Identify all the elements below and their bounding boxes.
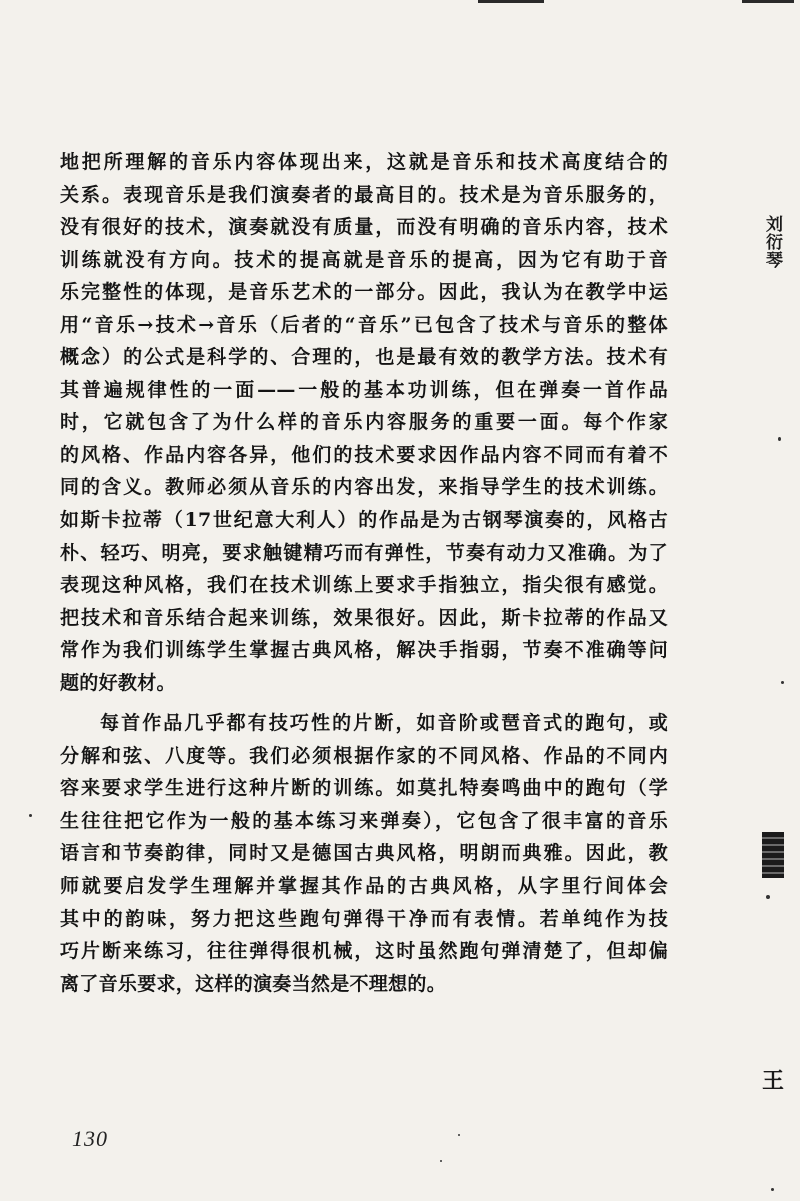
scan-speck xyxy=(29,814,32,817)
text-line: 关系。表现音乐是我们演奏者的最高目的。技术是为音乐服务的， xyxy=(60,183,668,206)
page-number: 130 xyxy=(72,1126,108,1151)
text-line: 题的好教材。 xyxy=(60,671,176,694)
text-line: 容来要求学生进行这种片断的训练。如莫扎特奏鸣曲中的跑句（学 xyxy=(60,777,668,800)
text-line: 乐完整性的体现，是音乐艺术的一部分。因此，我认为在教学中运 xyxy=(60,281,668,304)
paragraph xyxy=(60,146,668,699)
text-line: 概念）的公式是科学的、合理的，也是最有效的教学方法。技术有 xyxy=(60,346,668,369)
paragraph xyxy=(60,707,668,1000)
text-line: 训练就没有方向。技术的提高就是音乐的提高，因为它有助于音 xyxy=(60,248,668,271)
text-line: 师就要启发学生理解并掌握其作品的古典风格，从字里行间体会 xyxy=(60,875,668,898)
paragraph-gap xyxy=(60,699,668,707)
text-line: 其普遍规律性的一面——一般的基本功训练，但在弹奏一首作品 xyxy=(60,378,668,401)
text-line: 的风格、作品内容各异，他们的技术要求因作品内容不同而有着不 xyxy=(60,443,668,466)
scan-speck xyxy=(458,1134,460,1136)
text-line: 没有很好的技术，演奏就没有质量，而没有明确的音乐内容，技术 xyxy=(60,216,668,239)
scan-speck xyxy=(781,681,784,684)
text-line: 表现这种风格，我们在技术训练上要求手指独立，指尖很有感觉。 xyxy=(60,574,668,597)
scan-speck xyxy=(440,1160,442,1162)
text-line: 生往往把它作为一般的基本练习来弹奏），它包含了很丰富的音乐 xyxy=(60,809,668,832)
text-line: 用“音乐→技术→音乐（后者的“音乐”已包含了技术与音乐的整体 xyxy=(60,313,668,336)
scan-speck xyxy=(771,1188,774,1191)
text-line: 离了音乐要求，这样的演奏当然是不理想的。 xyxy=(60,972,447,995)
body-text xyxy=(60,146,668,1000)
text-line: 朴、轻巧、明亮，要求触键精巧而有弹性，节奏有动力又准确。为了 xyxy=(60,541,668,564)
margin-note-text: 刘衍琴 xyxy=(762,215,782,269)
text-line: 分解和弦、八度等。我们必须根据作家的不同风格、作品的不同内 xyxy=(60,744,668,767)
text-line: 语言和节奏韵律，同时又是德国古典风格，明朗而典雅。因此，教 xyxy=(60,842,668,865)
text-line: 常作为我们训练学生掌握古典风格，解决手指弱，节奏不准确等问 xyxy=(60,639,668,662)
scan-edge-mark xyxy=(478,0,544,3)
text-line: 每首作品几乎都有技巧性的片断，如音阶或琶音式的跑句，或 xyxy=(100,712,668,735)
text-line: 地把所理解的音乐内容体现出来，这就是音乐和技术高度结合的 xyxy=(60,151,668,173)
scan-speck xyxy=(778,437,781,441)
text-line: 如斯卡拉蒂（17世纪意大利人）的作品是为古钢琴演奏的，风格古 xyxy=(60,509,668,532)
margin-note xyxy=(762,215,786,269)
text-line: 同的含义。教师必须从音乐的内容出发，来指导学生的技术训练。 xyxy=(60,476,668,499)
margin-mark xyxy=(762,832,784,878)
scan-speck xyxy=(766,895,770,899)
text-line: 巧片断来练习，往往弹得很机械，这时虽然跑句弹清楚了，但却偏 xyxy=(60,940,668,963)
text-line: 把技术和音乐结合起来训练，效果很好。因此，斯卡拉蒂的作品又 xyxy=(60,606,668,629)
margin-char: 王 xyxy=(762,1068,785,1094)
scan-edge-mark xyxy=(742,0,794,3)
text-line: 时，它就包含了为什么样的音乐内容服务的重要一面。每个作家 xyxy=(60,411,668,434)
text-line: 其中的韵味，努力把这些跑句弹得干净而有表情。若单纯作为技 xyxy=(60,907,668,930)
